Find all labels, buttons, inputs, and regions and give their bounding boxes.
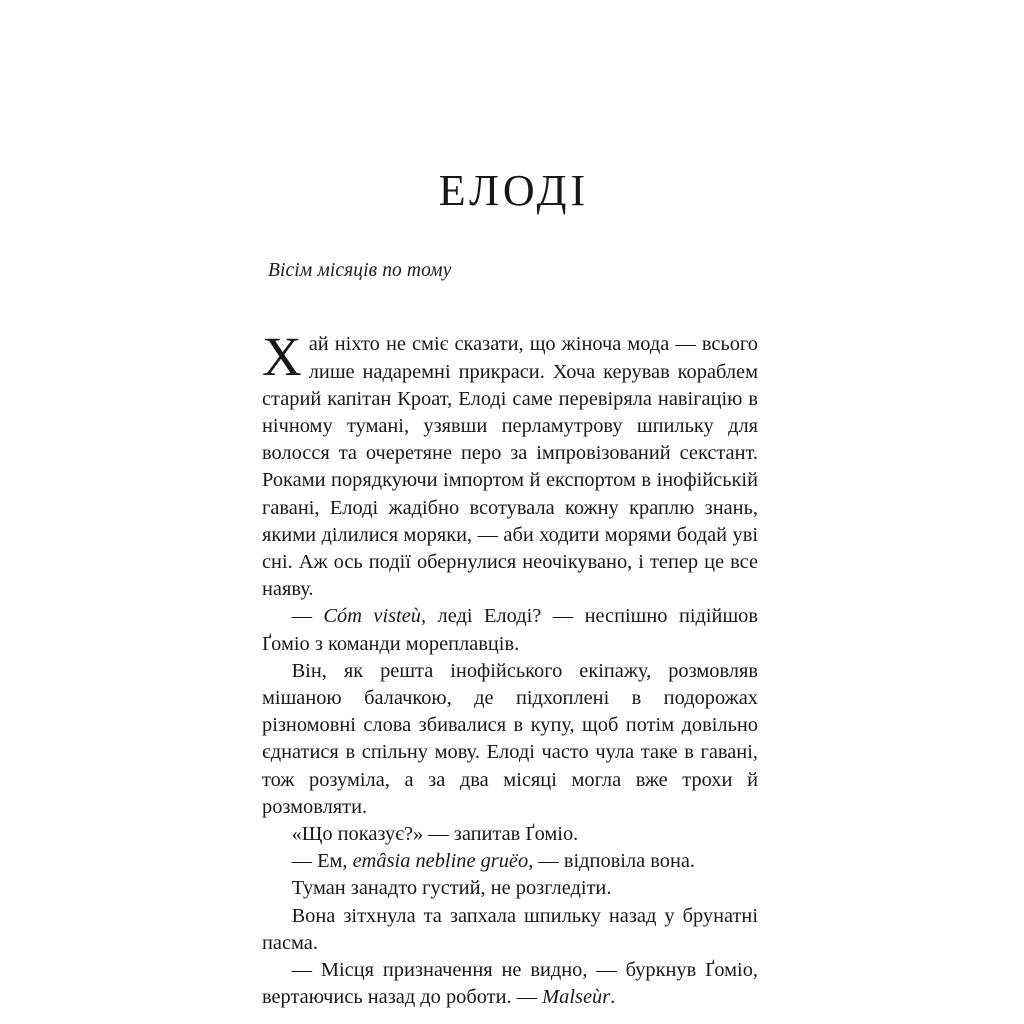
paragraph-4-text: «Що показує?» — запитав Ґоміо. bbox=[291, 823, 579, 845]
paragraph-7-text: Вона зітхнула та запхала шпильку назад у брунатні пасма. bbox=[262, 904, 758, 954]
paragraph-6 bbox=[262, 875, 758, 902]
paragraph-8-italic: Malseùr bbox=[542, 986, 611, 1009]
paragraph-8-prefix: — Місця призначення не видно, — буркнув Ґоміо, вертаючись назад до роботи. — bbox=[262, 959, 758, 1009]
paragraph-2-suffix: , леді Елоді? — неспішно підійшов Ґоміо з команди мореплавців. bbox=[262, 605, 758, 655]
paragraph-8-suffix: . bbox=[610, 986, 616, 1009]
text-column bbox=[262, 258, 758, 1011]
paragraph-2-prefix: — bbox=[291, 605, 324, 628]
paragraph-5-suffix: , — відповіла вона. bbox=[528, 850, 696, 873]
paragraph-5 bbox=[262, 848, 758, 875]
epigraph: Вісім місяців по тому bbox=[268, 260, 452, 281]
body-text bbox=[262, 326, 758, 1011]
paragraph-1 bbox=[262, 326, 758, 603]
paragraph-3-text: Він, як решта інофійського екіпажу, розмовляв мішаною балачкою, де підхоплені в подорожах різномовні слова збивалися в купу, щоб потім довільно єднатися в спільну мову. Елоді часто чула таке в гавані, тож розуміла, а за два місяці могла вже трохи й розмовляти. bbox=[262, 659, 758, 818]
paragraph-5-prefix: — Ем, bbox=[291, 850, 353, 873]
drop-cap: Х bbox=[262, 326, 302, 388]
page-title: ЕЛОДІ bbox=[438, 166, 590, 216]
paragraph-8 bbox=[262, 957, 758, 1011]
paragraph-1-text: ай ніхто не сміє сказати, що жіноча мода — всього лише надаремні прикраси. Хоча керував кораблем старий капітан Кроат, Елоді саме перевіряла навігацію в нічному тумані, узявши перламутрову шпильку для волосся та очеретяне перо за імпровізований секстант. Роками порядкуючи імпортом й експортом в інофійській гавані, Елоді жадібно всотувала кожну краплю знань, якими ділилися моряки, — аби ходити морями бодай уві сні. Аж ось події обернулися неочікувано, і тепер це все наяву. bbox=[262, 333, 758, 601]
paragraph-5-italic: emâsia nebline gruëo bbox=[352, 850, 529, 873]
paragraph-2 bbox=[262, 603, 758, 657]
paragraph-6-text: Туман занадто густий, не розгледіти. bbox=[291, 877, 612, 900]
paragraph-4 bbox=[262, 821, 758, 848]
paragraph-7 bbox=[262, 903, 758, 957]
paragraph-2-italic: Cóm visteù bbox=[323, 605, 421, 628]
paragraph-3 bbox=[262, 658, 758, 821]
